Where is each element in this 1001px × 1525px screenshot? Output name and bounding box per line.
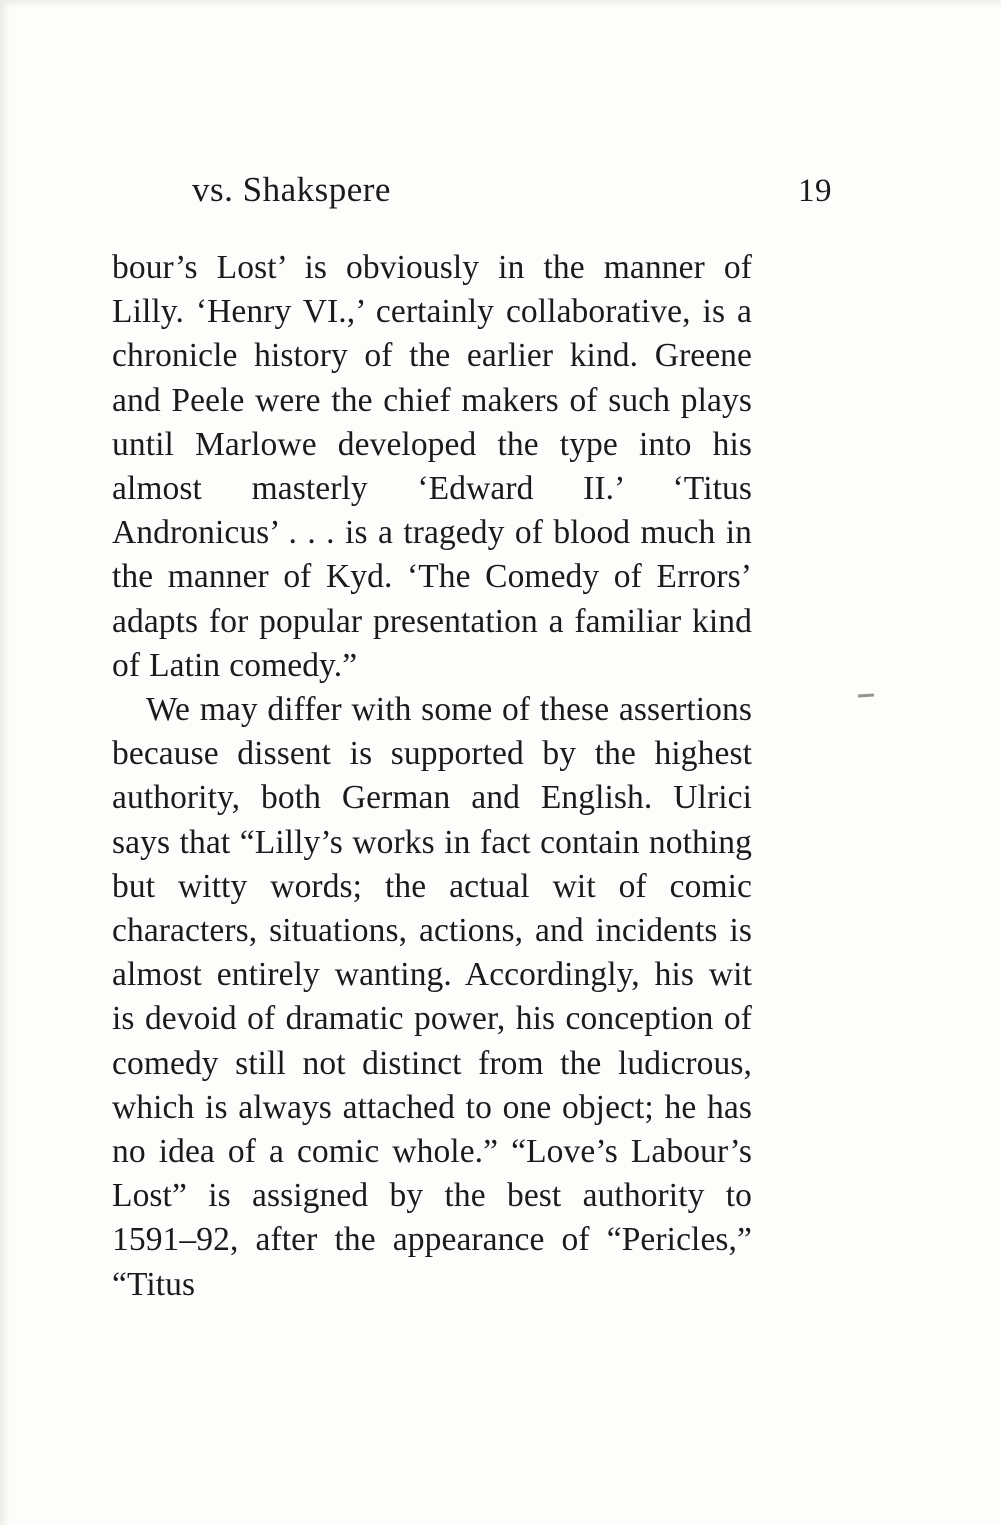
page-edge-shading-top	[0, 0, 1001, 8]
margin-pencil-mark	[858, 693, 874, 697]
page-content	[112, 170, 832, 1351]
page-edge-shading-left	[0, 0, 10, 1525]
running-head	[112, 170, 832, 210]
body-text	[112, 246, 752, 1351]
running-head-title: vs. Shakspere	[192, 170, 391, 209]
paragraph-1: bour’s Lost’ is obviously in the manner of Lilly. ‘Henry VI.,’ certainly collaborative, is a chronicle history of the earlier kind. Greene and Peele were the chief makers of such plays until Marlowe developed the type into his almost masterly ‘Edward II.’ ‘Titus Andronicus’ . . . is a tragedy of blood much in the manner of Kyd. ‘The Comedy of Errors’ adapts for popular presentation a familiar kind of Latin comedy.”	[112, 249, 752, 684]
page-number: 19	[798, 173, 832, 209]
paragraph-2: We may differ with some of these assertions because dissent is supported by the highest authority, both German and English. Ulrici says that “Lilly’s works in fact contain nothing but witty words; the actual wit of comic characters, situations, actions, and incidents is almost entirely wanting. Accordingly, his wit is devoid of dramatic power, his conception of comedy still not distinct from the ludicrous, which is always attached to one object; he has no idea of a comic whole.” “Love’s Labour’s Lost” is assigned by the best authority to 1591–92, after the appearance of “Pericles,” “Titus	[112, 691, 752, 1303]
